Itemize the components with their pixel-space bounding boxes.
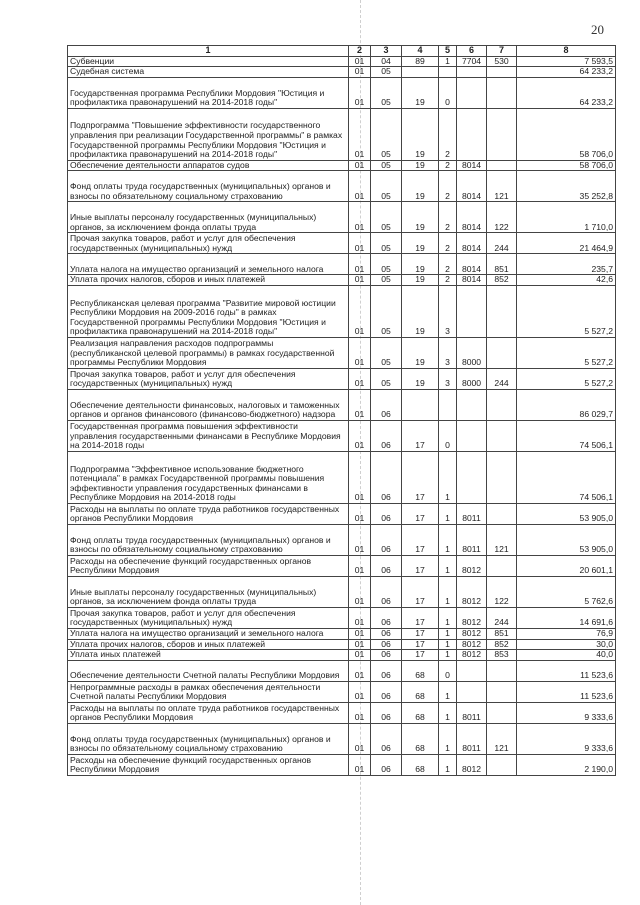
row-section-cell: 01 — [349, 420, 371, 451]
header-cell: 8 — [517, 46, 616, 57]
row-name-cell: Прочая закупка товаров, работ и услуг для обеспечения государственных (муниципальных) нужд — [68, 233, 349, 254]
table-row — [68, 368, 616, 389]
row-program-cell: 19 — [402, 202, 439, 233]
row-amount-cell: 1 710,0 — [517, 202, 616, 233]
page-number: 20 — [591, 22, 604, 37]
row-subprogram-cell: 1 — [439, 628, 457, 639]
table-row — [68, 639, 616, 650]
row-expense-type-cell: 121 — [487, 723, 517, 754]
row-name-cell: Фонд оплаты труда государственных (муниципальных) органов и взносы по обязательному социальному страхованию — [68, 723, 349, 754]
row-section-cell: 01 — [349, 108, 371, 160]
row-name-cell: Фонд оплаты труда государственных (муниципальных) органов и взносы по обязательному социальному страхованию — [68, 171, 349, 202]
row-subsection-cell: 06 — [371, 607, 402, 628]
row-subprogram-cell: 1 — [439, 56, 457, 67]
row-subsection-cell: 05 — [371, 67, 402, 78]
table-row — [68, 650, 616, 661]
table-row — [68, 56, 616, 67]
row-expense-type-cell — [487, 555, 517, 576]
table-row — [68, 555, 616, 576]
row-subsection-cell: 06 — [371, 524, 402, 555]
row-expense-type-cell: 121 — [487, 524, 517, 555]
row-direction-cell: 8012 — [457, 628, 487, 639]
row-direction-cell — [457, 285, 487, 337]
row-amount-cell: 21 464,9 — [517, 233, 616, 254]
row-name-cell: Государственная программа повышения эффективности управления государственными финансами в Республике Мордовия на 2014-2018 годы — [68, 420, 349, 451]
row-section-cell: 01 — [349, 171, 371, 202]
row-program-cell: 19 — [402, 108, 439, 160]
row-expense-type-cell: 121 — [487, 171, 517, 202]
row-subprogram-cell: 1 — [439, 524, 457, 555]
row-subprogram-cell: 2 — [439, 233, 457, 254]
table-row — [68, 202, 616, 233]
header-cell: 1 — [68, 46, 349, 57]
row-name-cell: Фонд оплаты труда государственных (муниципальных) органов и взносы по обязательному социальному страхованию — [68, 524, 349, 555]
row-program-cell: 17 — [402, 503, 439, 524]
row-amount-cell: 53 905,0 — [517, 524, 616, 555]
row-section-cell: 01 — [349, 576, 371, 607]
row-direction-cell: 8014 — [457, 160, 487, 171]
row-subsection-cell: 06 — [371, 628, 402, 639]
row-section-cell: 01 — [349, 389, 371, 420]
row-program-cell: 68 — [402, 660, 439, 681]
row-subsection-cell: 06 — [371, 702, 402, 723]
row-program-cell: 17 — [402, 451, 439, 503]
row-subprogram-cell: 0 — [439, 420, 457, 451]
row-name-cell: Республиканская целевая программа "Развитие мировой юстиции Республики Мордовия на 2009-2016 годы" в рамках Государственной программы Республики Мордовия "Юстиция и профилактика правонарушений на 2014-2018 годы" — [68, 285, 349, 337]
row-subsection-cell: 06 — [371, 660, 402, 681]
row-subprogram-cell: 1 — [439, 576, 457, 607]
row-amount-cell: 74 506,1 — [517, 451, 616, 503]
row-amount-cell: 42,6 — [517, 275, 616, 286]
table-row — [68, 660, 616, 681]
row-name-cell: Обеспечение деятельности финансовых, налоговых и таможенных органов и органов финансового (финансово-бюджетного) надзора — [68, 389, 349, 420]
row-direction-cell — [457, 108, 487, 160]
row-program-cell: 19 — [402, 285, 439, 337]
row-name-cell: Обеспечение деятельности аппаратов судов — [68, 160, 349, 171]
table-row — [68, 171, 616, 202]
row-expense-type-cell: 851 — [487, 254, 517, 275]
row-subprogram-cell: 3 — [439, 285, 457, 337]
row-direction-cell — [457, 660, 487, 681]
row-subprogram-cell: 1 — [439, 503, 457, 524]
row-amount-cell: 5 527,2 — [517, 285, 616, 337]
table-row — [68, 576, 616, 607]
table-row — [68, 628, 616, 639]
row-program-cell: 19 — [402, 337, 439, 368]
row-section-cell: 01 — [349, 254, 371, 275]
row-amount-cell: 11 523,6 — [517, 681, 616, 702]
row-amount-cell: 5 762,6 — [517, 576, 616, 607]
row-expense-type-cell — [487, 754, 517, 775]
row-section-cell: 01 — [349, 160, 371, 171]
row-program-cell: 17 — [402, 524, 439, 555]
row-program-cell: 19 — [402, 77, 439, 108]
row-amount-cell: 5 527,2 — [517, 368, 616, 389]
row-direction-cell — [457, 451, 487, 503]
row-expense-type-cell — [487, 702, 517, 723]
row-section-cell: 01 — [349, 555, 371, 576]
row-subprogram-cell: 1 — [439, 650, 457, 661]
row-amount-cell: 64 233,2 — [517, 77, 616, 108]
row-direction-cell: 8014 — [457, 254, 487, 275]
row-name-cell: Судебная система — [68, 67, 349, 78]
row-name-cell: Уплата прочих налогов, сборов и иных платежей — [68, 275, 349, 286]
row-program-cell: 17 — [402, 607, 439, 628]
row-subprogram-cell: 2 — [439, 275, 457, 286]
row-expense-type-cell — [487, 77, 517, 108]
row-subsection-cell: 05 — [371, 368, 402, 389]
row-expense-type-cell — [487, 660, 517, 681]
row-name-cell: Подпрограмма "Повышение эффективности государственного управления при реализации Государственной программы" в рамках Государственной программы Республики Мордовия "Юстиция и профилактика правонарушений на 2014-2018 годы" — [68, 108, 349, 160]
row-section-cell: 01 — [349, 233, 371, 254]
table-row — [68, 233, 616, 254]
row-program-cell: 17 — [402, 628, 439, 639]
budget-table-body — [68, 46, 616, 776]
row-program-cell: 19 — [402, 368, 439, 389]
row-subsection-cell: 05 — [371, 171, 402, 202]
row-program-cell: 19 — [402, 275, 439, 286]
row-amount-cell: 58 706,0 — [517, 160, 616, 171]
budget-table — [67, 45, 616, 776]
row-direction-cell: 8012 — [457, 576, 487, 607]
row-subprogram-cell: 2 — [439, 108, 457, 160]
table-row — [68, 254, 616, 275]
row-expense-type-cell: 852 — [487, 275, 517, 286]
row-subprogram-cell: 1 — [439, 639, 457, 650]
row-expense-type-cell — [487, 337, 517, 368]
header-cell: 3 — [371, 46, 402, 57]
table-row — [68, 337, 616, 368]
row-direction-cell: 8014 — [457, 233, 487, 254]
row-subsection-cell: 06 — [371, 555, 402, 576]
row-expense-type-cell: 244 — [487, 368, 517, 389]
table-row — [68, 77, 616, 108]
row-name-cell: Реализация направления расходов подпрограммы (республиканской целевой программы) в рамках государственной программы Республики Мордовия — [68, 337, 349, 368]
row-subprogram-cell: 1 — [439, 723, 457, 754]
row-name-cell: Уплата налога на имущество организаций и земельного налога — [68, 254, 349, 275]
row-amount-cell: 40,0 — [517, 650, 616, 661]
row-amount-cell: 64 233,2 — [517, 67, 616, 78]
row-amount-cell: 9 333,6 — [517, 723, 616, 754]
table-row — [68, 524, 616, 555]
row-section-cell: 01 — [349, 754, 371, 775]
row-amount-cell: 2 190,0 — [517, 754, 616, 775]
row-program-cell: 19 — [402, 171, 439, 202]
row-direction-cell — [457, 681, 487, 702]
row-direction-cell: 8011 — [457, 723, 487, 754]
row-program-cell: 19 — [402, 254, 439, 275]
row-section-cell: 01 — [349, 368, 371, 389]
row-name-cell: Расходы на выплаты по оплате труда работников государственных органов Республики Мордовия — [68, 702, 349, 723]
row-section-cell: 01 — [349, 723, 371, 754]
header-cell: 2 — [349, 46, 371, 57]
row-subsection-cell: 05 — [371, 202, 402, 233]
row-direction-cell — [457, 77, 487, 108]
row-name-cell: Уплата прочих налогов, сборов и иных платежей — [68, 639, 349, 650]
row-subsection-cell: 06 — [371, 681, 402, 702]
row-direction-cell: 8014 — [457, 275, 487, 286]
row-subsection-cell: 06 — [371, 420, 402, 451]
row-subsection-cell: 05 — [371, 275, 402, 286]
row-section-cell: 01 — [349, 607, 371, 628]
row-expense-type-cell — [487, 285, 517, 337]
table-row — [68, 389, 616, 420]
row-expense-type-cell — [487, 681, 517, 702]
row-subprogram-cell: 3 — [439, 337, 457, 368]
row-expense-type-cell — [487, 108, 517, 160]
row-subprogram-cell: 2 — [439, 160, 457, 171]
row-name-cell: Подпрограмма "Эффективное использование бюджетного потенциала" в рамках Государственной программы повышения эффективности управления государственных финансами в Республике Мордовия на 2014-2018 годы — [68, 451, 349, 503]
row-name-cell: Расходы на выплаты по оплате труда работников государственных органов Республики Мордовия — [68, 503, 349, 524]
table-row — [68, 451, 616, 503]
row-section-cell: 01 — [349, 275, 371, 286]
row-program-cell: 17 — [402, 576, 439, 607]
row-direction-cell — [457, 389, 487, 420]
row-program-cell: 17 — [402, 555, 439, 576]
row-name-cell: Уплата налога на имущество организаций и земельного налога — [68, 628, 349, 639]
row-subsection-cell: 05 — [371, 337, 402, 368]
row-section-cell: 01 — [349, 77, 371, 108]
table-row — [68, 503, 616, 524]
row-subprogram-cell: 2 — [439, 171, 457, 202]
row-expense-type-cell: 244 — [487, 607, 517, 628]
row-name-cell: Прочая закупка товаров, работ и услуг для обеспечения государственных (муниципальных) нужд — [68, 607, 349, 628]
row-program-cell: 89 — [402, 56, 439, 67]
table-row — [68, 420, 616, 451]
row-expense-type-cell — [487, 503, 517, 524]
row-expense-type-cell: 122 — [487, 576, 517, 607]
row-subprogram-cell: 1 — [439, 681, 457, 702]
row-name-cell: Расходы на обеспечение функций государственных органов Республики Мордовия — [68, 555, 349, 576]
row-subsection-cell: 06 — [371, 650, 402, 661]
row-expense-type-cell — [487, 451, 517, 503]
row-direction-cell: 8012 — [457, 639, 487, 650]
row-amount-cell: 7 593,5 — [517, 56, 616, 67]
table-row — [68, 275, 616, 286]
row-name-cell: Государственная программа Республики Мордовия "Юстиция и профилактика правонарушений на 2014-2018 годы" — [68, 77, 349, 108]
table-row — [68, 108, 616, 160]
row-subsection-cell: 06 — [371, 723, 402, 754]
row-subprogram-cell — [439, 389, 457, 420]
row-expense-type-cell: 122 — [487, 202, 517, 233]
row-expense-type-cell: 851 — [487, 628, 517, 639]
header-cell: 5 — [439, 46, 457, 57]
row-direction-cell: 8012 — [457, 555, 487, 576]
row-name-cell: Иные выплаты персоналу государственных (муниципальных) органов, за исключением фонда оплаты труда — [68, 202, 349, 233]
row-subsection-cell: 06 — [371, 754, 402, 775]
row-expense-type-cell — [487, 420, 517, 451]
row-direction-cell: 8000 — [457, 368, 487, 389]
row-expense-type-cell — [487, 389, 517, 420]
row-direction-cell: 8012 — [457, 650, 487, 661]
row-subsection-cell: 06 — [371, 576, 402, 607]
row-direction-cell: 8014 — [457, 171, 487, 202]
row-direction-cell: 8014 — [457, 202, 487, 233]
row-name-cell: Непрограммные расходы в рамках обеспечения деятельности Счетной палаты Республики Мордовия — [68, 681, 349, 702]
table-row — [68, 607, 616, 628]
row-subprogram-cell: 2 — [439, 254, 457, 275]
row-subsection-cell: 05 — [371, 77, 402, 108]
row-amount-cell: 9 333,6 — [517, 702, 616, 723]
row-expense-type-cell: 853 — [487, 650, 517, 661]
row-amount-cell: 74 506,1 — [517, 420, 616, 451]
row-expense-type-cell: 530 — [487, 56, 517, 67]
row-direction-cell — [457, 420, 487, 451]
row-program-cell: 68 — [402, 754, 439, 775]
row-subsection-cell: 05 — [371, 254, 402, 275]
row-subprogram-cell — [439, 67, 457, 78]
row-section-cell: 01 — [349, 660, 371, 681]
row-section-cell: 01 — [349, 639, 371, 650]
table-row — [68, 67, 616, 78]
row-subprogram-cell: 1 — [439, 702, 457, 723]
table-header-row — [68, 46, 616, 57]
table-row — [68, 702, 616, 723]
row-section-cell: 01 — [349, 503, 371, 524]
row-section-cell: 01 — [349, 67, 371, 78]
row-section-cell: 01 — [349, 681, 371, 702]
row-amount-cell: 35 252,8 — [517, 171, 616, 202]
row-name-cell: Уплата иных платежей — [68, 650, 349, 661]
row-amount-cell: 30,0 — [517, 639, 616, 650]
row-program-cell: 68 — [402, 702, 439, 723]
row-subprogram-cell: 0 — [439, 660, 457, 681]
row-amount-cell: 11 523,6 — [517, 660, 616, 681]
row-subprogram-cell: 1 — [439, 607, 457, 628]
row-direction-cell: 8012 — [457, 607, 487, 628]
row-direction-cell: 8012 — [457, 754, 487, 775]
row-subprogram-cell: 1 — [439, 754, 457, 775]
row-section-cell: 01 — [349, 285, 371, 337]
row-expense-type-cell — [487, 160, 517, 171]
row-name-cell: Прочая закупка товаров, работ и услуг для обеспечения государственных (муниципальных) нужд — [68, 368, 349, 389]
row-section-cell: 01 — [349, 337, 371, 368]
row-program-cell: 68 — [402, 723, 439, 754]
row-expense-type-cell: 244 — [487, 233, 517, 254]
row-amount-cell: 76,9 — [517, 628, 616, 639]
row-section-cell: 01 — [349, 628, 371, 639]
row-section-cell: 01 — [349, 56, 371, 67]
row-direction-cell: 8011 — [457, 503, 487, 524]
row-subprogram-cell: 2 — [439, 202, 457, 233]
table-row — [68, 723, 616, 754]
row-amount-cell: 14 691,6 — [517, 607, 616, 628]
row-name-cell: Субвенции — [68, 56, 349, 67]
row-subsection-cell: 06 — [371, 389, 402, 420]
row-section-cell: 01 — [349, 451, 371, 503]
row-subsection-cell: 06 — [371, 503, 402, 524]
row-subprogram-cell: 3 — [439, 368, 457, 389]
row-program-cell: 19 — [402, 160, 439, 171]
row-direction-cell: 7704 — [457, 56, 487, 67]
row-program-cell: 68 — [402, 681, 439, 702]
row-subsection-cell: 06 — [371, 639, 402, 650]
table-row — [68, 754, 616, 775]
row-section-cell: 01 — [349, 202, 371, 233]
header-cell: 4 — [402, 46, 439, 57]
row-program-cell — [402, 67, 439, 78]
row-subsection-cell: 05 — [371, 285, 402, 337]
row-amount-cell: 235,7 — [517, 254, 616, 275]
row-name-cell: Расходы на обеспечение функций государственных органов Республики Мордовия — [68, 754, 349, 775]
row-expense-type-cell: 852 — [487, 639, 517, 650]
row-subprogram-cell: 0 — [439, 77, 457, 108]
row-section-cell: 01 — [349, 650, 371, 661]
row-subsection-cell: 05 — [371, 160, 402, 171]
row-section-cell: 01 — [349, 524, 371, 555]
header-cell: 7 — [487, 46, 517, 57]
row-amount-cell: 53 905,0 — [517, 503, 616, 524]
row-program-cell: 17 — [402, 639, 439, 650]
row-expense-type-cell — [487, 67, 517, 78]
row-name-cell: Обеспечение деятельности Счетной палаты Республики Мордовия — [68, 660, 349, 681]
row-amount-cell: 5 527,2 — [517, 337, 616, 368]
row-direction-cell: 8011 — [457, 524, 487, 555]
row-subsection-cell: 06 — [371, 451, 402, 503]
row-program-cell: 19 — [402, 233, 439, 254]
table-row — [68, 681, 616, 702]
row-direction-cell: 8011 — [457, 702, 487, 723]
row-name-cell: Иные выплаты персоналу государственных (муниципальных) органов, за исключением фонда оплаты труда — [68, 576, 349, 607]
header-cell: 6 — [457, 46, 487, 57]
row-section-cell: 01 — [349, 702, 371, 723]
row-subsection-cell: 04 — [371, 56, 402, 67]
row-subprogram-cell: 1 — [439, 555, 457, 576]
row-subprogram-cell: 1 — [439, 451, 457, 503]
row-subsection-cell: 05 — [371, 108, 402, 160]
row-amount-cell: 20 601,1 — [517, 555, 616, 576]
row-program-cell — [402, 389, 439, 420]
row-amount-cell: 86 029,7 — [517, 389, 616, 420]
row-program-cell: 17 — [402, 650, 439, 661]
row-program-cell: 17 — [402, 420, 439, 451]
row-subsection-cell: 05 — [371, 233, 402, 254]
row-direction-cell — [457, 67, 487, 78]
table-row — [68, 160, 616, 171]
row-direction-cell: 8000 — [457, 337, 487, 368]
row-amount-cell: 58 706,0 — [517, 108, 616, 160]
table-row — [68, 285, 616, 337]
